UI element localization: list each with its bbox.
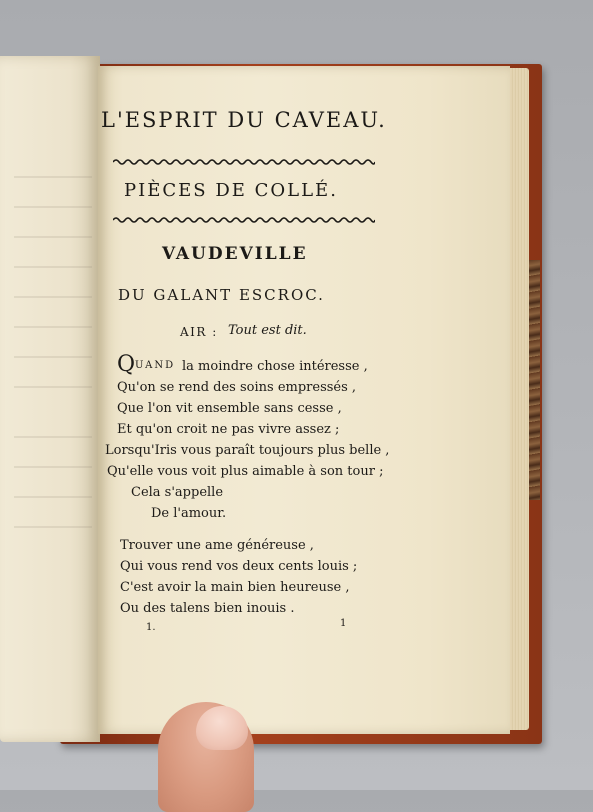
verse-line: Que l'on vit ensemble sans cesse , [117,401,342,416]
verse-line: C'est avoir la main bien heureuse , [120,580,350,595]
signature-mark: 1. [146,622,156,633]
verse-line: Cela s'appelle [131,485,224,500]
air-name: Tout est dit. [228,323,307,338]
drop-capital: Q [117,352,136,377]
section-title: PIÈCES DE COLLÉ. [124,180,338,201]
marbled-edge [528,260,540,500]
verse-line: Ou des talens bien inouis . [120,601,295,616]
verse-line: Et qu'on croit ne pas vivre assez ; [117,422,340,437]
song-title: VAUDEVILLE [162,244,308,264]
verse-line: Qu'on se rend des soins empressés , [117,380,357,395]
verse-line: Qu'elle vous voit plus aimable à son tour ; [107,464,384,479]
thumbnail [196,706,248,750]
right-page [98,66,510,734]
wavy-rule-bottom [113,216,375,224]
song-subtitle: DU GALANT ESCROC. [118,286,325,304]
verse-line: Trouver une ame généreuse , [120,538,314,553]
verse-line: Qui vous rend vos deux cents louis ; [120,559,358,574]
page-number: 1 [340,618,347,629]
verse-line: Lorsqu'Iris vous paraît toujours plus belle , [105,443,390,458]
running-head: L'ESPRIT DU CAVEAU. [101,108,387,132]
left-page [0,56,100,742]
air-label: AIR : [180,325,218,339]
verse-line: la moindre chose intéresse , [182,359,368,374]
wavy-rule-top [113,158,375,166]
verse-line: De l'amour. [151,506,227,521]
small-caps-word: UAND [135,360,176,371]
